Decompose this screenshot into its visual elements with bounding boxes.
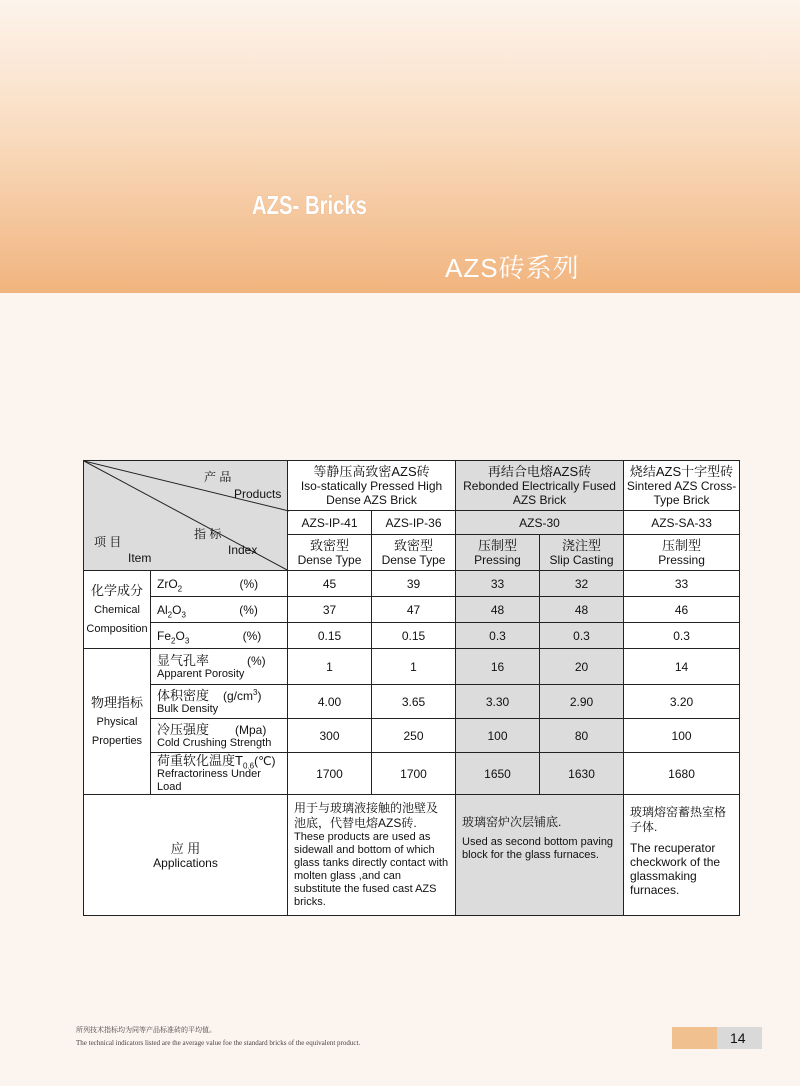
value-cell: 37 [288, 597, 372, 623]
product-header-iso [288, 461, 456, 511]
application-cell [288, 795, 456, 916]
unit: (%) [239, 602, 258, 617]
property-label-refractoriness [151, 753, 288, 795]
physical-group-label [84, 649, 151, 795]
formula: ZrO [157, 576, 178, 591]
unit: (g/cm [223, 688, 254, 703]
type-cn: 压制型 [662, 538, 702, 553]
corner-item-cn: 项 目 [94, 535, 122, 549]
unit-sup: 3 [253, 687, 258, 697]
group-label-cn: 化学成分 [90, 583, 143, 598]
type-cn: 压制型 [478, 538, 518, 553]
unit: (%) [239, 576, 259, 591]
formula-sub: 3 [184, 635, 190, 645]
corner-products-en: Products [234, 487, 282, 501]
type-en: Pressing [658, 553, 705, 567]
product-en: Rebonded Electrically Fused AZS Brick [463, 479, 616, 507]
value-cell: 1630 [540, 753, 624, 795]
value-cell: 3.30 [456, 685, 540, 719]
type-cn: 浇注型 [562, 538, 602, 553]
header-banner [0, 0, 800, 293]
application-en: Used as second bottom paving block for the glass furnaces. [462, 836, 614, 861]
value-cell: 33 [624, 571, 740, 597]
type-cn: 致密型 [309, 538, 349, 553]
property-en: Cold Crushing Strength [157, 736, 272, 749]
unit: ) [257, 688, 262, 703]
value-cell: 100 [624, 719, 740, 753]
unit: (%) [247, 653, 266, 668]
corner-products-cn: 产 品 [204, 470, 232, 484]
type-cell [288, 535, 372, 571]
value-cell: 20 [540, 649, 624, 685]
property-label-crushing-strength [151, 719, 288, 753]
value-cell: 47 [372, 597, 456, 623]
property-en: Apparent Porosity [157, 667, 245, 680]
application-en: These products are used as sidewall and bottom of which glass tanks directly contact with molten glass ,and can substitute the fused cast AZS bricks. [294, 831, 449, 908]
code-cell: AZS-IP-41 [288, 511, 372, 535]
type-cell [624, 535, 740, 571]
product-header-sintered [624, 461, 740, 511]
value-cell: 1700 [372, 753, 456, 795]
value-cell: 0.3 [540, 623, 624, 649]
value-cell: 3.65 [372, 685, 456, 719]
type-en: Pressing [474, 553, 521, 567]
value-cell: 46 [624, 597, 740, 623]
application-cell [624, 795, 740, 916]
property-cn: 显气孔率 [157, 652, 210, 668]
formula-sub: 2 [171, 635, 176, 645]
property-label-al2o3 [151, 597, 288, 623]
property-label-bulk-density [151, 685, 288, 719]
table-corner-header [84, 461, 288, 571]
product-en: Iso-statically Pressed High Dense AZS Brick [300, 479, 443, 507]
applications-label-en: Applications [153, 855, 218, 870]
value-cell: 1 [288, 649, 372, 685]
value-cell: 45 [288, 571, 372, 597]
footnote-cn: 所列技术指标均为同等产品标准砖的平均值。 [76, 1026, 216, 1034]
corner-item-en: Item [128, 551, 152, 565]
applications-label [84, 795, 288, 916]
property-label-zro2 [151, 571, 288, 597]
type-cell [540, 535, 624, 571]
type-cn: 致密型 [394, 538, 434, 553]
property-label-porosity [151, 649, 288, 685]
type-cell [456, 535, 540, 571]
formula: Fe [157, 628, 172, 643]
footnote-en: The technical indicators listed are the average value foe the standard bricks of the equivalent product. [76, 1039, 361, 1047]
value-cell: 80 [540, 719, 624, 753]
value-cell: 0.15 [372, 623, 456, 649]
formula: Al [157, 602, 168, 617]
unit: (℃) [254, 754, 276, 768]
applications-label-cn: 应 用 [170, 840, 201, 856]
product-cn: 等静压高致密AZS砖 [313, 464, 430, 479]
application-cn: 用于与玻璃液接触的池壁及池底，代替电熔AZS砖. [294, 801, 439, 830]
application-cn: 玻璃熔窑蓄热室格子体. [630, 805, 727, 834]
corner-diagonal-lines [84, 461, 289, 571]
value-cell: 48 [540, 597, 624, 623]
corner-index-cn: 指 标 [194, 527, 222, 541]
product-cn: 烧结AZS十字型砖 [629, 464, 734, 479]
formula: O [175, 628, 185, 643]
property-cn: 荷重软化温度T [157, 753, 243, 768]
property-en: Refractoriness Under Load [157, 768, 261, 793]
group-label-en: Chemical [94, 604, 140, 616]
value-cell: 4.00 [288, 685, 372, 719]
page-number: 14 [730, 1030, 746, 1046]
title-chinese: AZS砖系列 [445, 253, 580, 283]
application-cell [456, 795, 624, 916]
value-cell: 1680 [624, 753, 740, 795]
code-cell: AZS-30 [456, 511, 624, 535]
group-label-cn: 物理指标 [90, 695, 143, 710]
formula: O [172, 602, 182, 617]
value-cell: 32 [540, 571, 624, 597]
type-en: Slip Casting [549, 553, 614, 567]
type-en: Dense Type [381, 553, 446, 567]
property-cn: 体积密度 [157, 687, 210, 703]
application-cn: 玻璃窑炉次层铺底. [462, 815, 562, 829]
type-cell [372, 535, 456, 571]
value-cell: 1650 [456, 753, 540, 795]
application-en: The recuperator checkwork of the glassmaking furnaces. [630, 841, 721, 897]
property-cn: 冷压强度 [157, 721, 210, 737]
title-english: AZS- Bricks [252, 190, 367, 220]
property-en: Bulk Density [157, 702, 219, 715]
chemical-group-label [84, 571, 151, 649]
group-label-en: Composition [86, 623, 148, 635]
group-label-en: Properties [91, 735, 143, 747]
property-sub: 0.6 [242, 761, 255, 771]
type-en: Dense Type [297, 553, 362, 567]
value-cell: 48 [456, 597, 540, 623]
product-cn: 再结合电熔AZS砖 [487, 464, 592, 479]
unit: (%) [242, 628, 262, 643]
code-cell: AZS-SA-33 [624, 511, 740, 535]
group-label-en: Physical [96, 716, 138, 728]
unit: (Mpa) [235, 722, 267, 737]
product-en: Sintered AZS Cross-Type Brick [626, 479, 737, 507]
page-number-bar [672, 1027, 762, 1049]
value-cell: 16 [456, 649, 540, 685]
value-cell: 0.3 [456, 623, 540, 649]
spec-table [83, 460, 740, 916]
value-cell: 1700 [288, 753, 372, 795]
code-cell: AZS-IP-36 [372, 511, 456, 535]
value-cell: 2.90 [540, 685, 624, 719]
corner-index-en: Index [228, 543, 258, 557]
value-cell: 100 [456, 719, 540, 753]
value-cell: 33 [456, 571, 540, 597]
formula-sub: 3 [181, 609, 186, 619]
value-cell: 39 [372, 571, 456, 597]
value-cell: 250 [372, 719, 456, 753]
value-cell: 14 [624, 649, 740, 685]
value-cell: 300 [288, 719, 372, 753]
value-cell: 3.20 [624, 685, 740, 719]
product-header-rebonded [456, 461, 624, 511]
formula-sub: 2 [177, 583, 183, 593]
formula-sub: 2 [167, 609, 173, 619]
property-label-fe2o3 [151, 623, 288, 649]
value-cell: 1 [372, 649, 456, 685]
value-cell: 0.15 [288, 623, 372, 649]
value-cell: 0.3 [624, 623, 740, 649]
